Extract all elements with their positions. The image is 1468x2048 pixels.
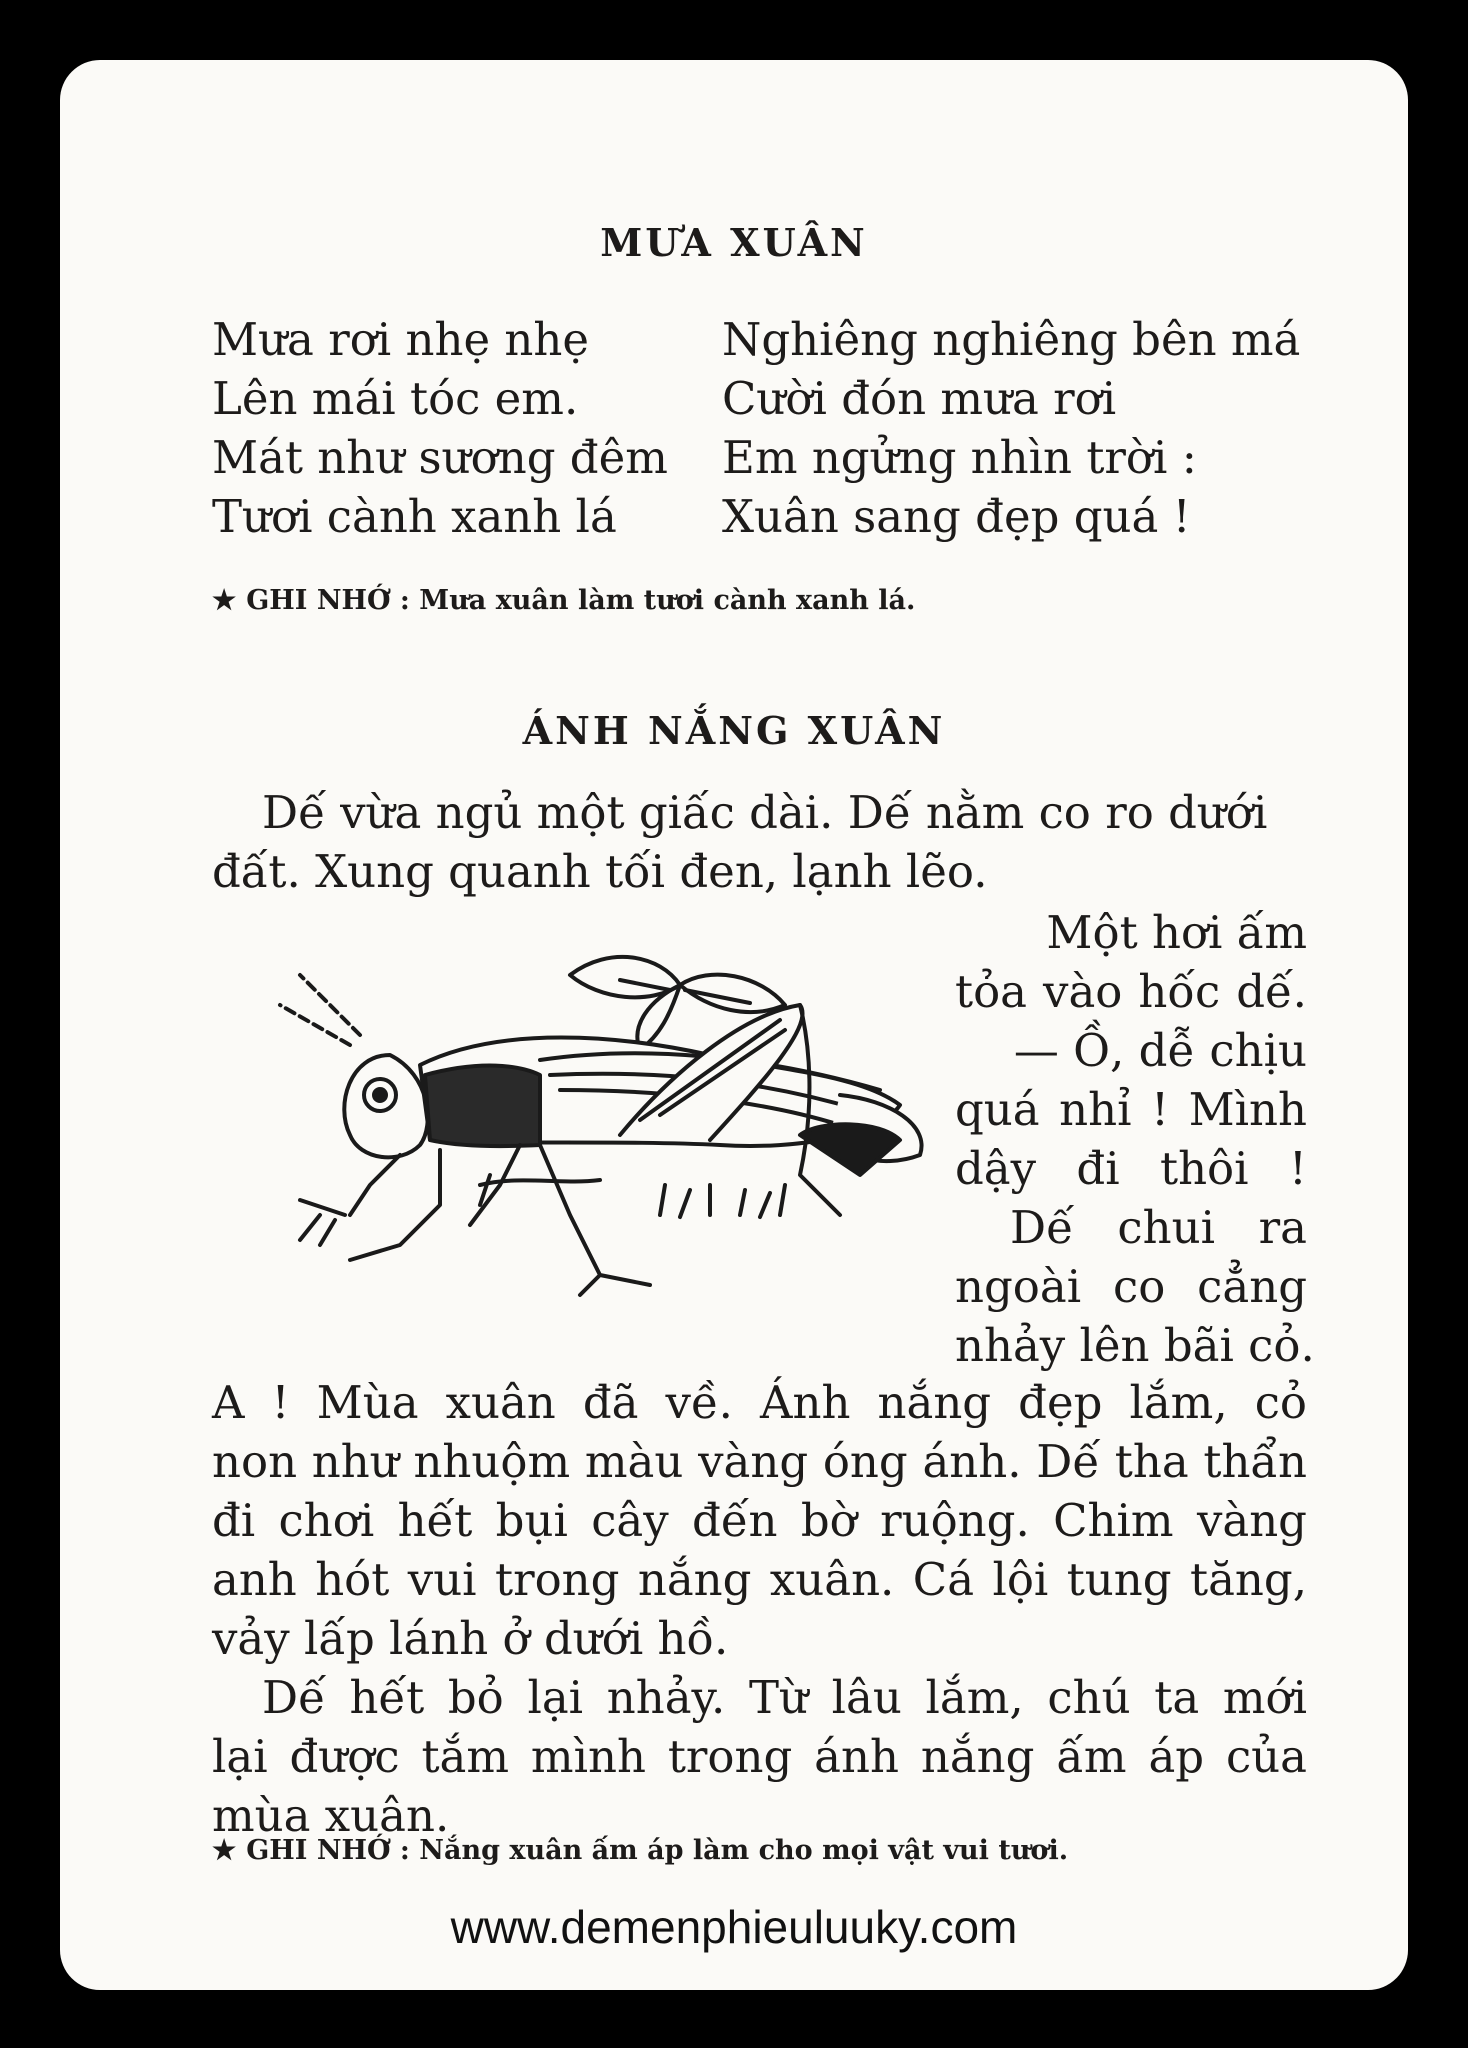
story-title: ÁNH NẮNG XUÂN	[522, 708, 946, 753]
poem-line: Em ngửng nhìn trời :	[722, 431, 1197, 484]
story-paragraph-2	[212, 1373, 1307, 1668]
poem-note-text: GHI NHỚ : Mưa xuân làm tươi cành xanh lá.	[246, 585, 916, 616]
story-line: Một hơi ấm	[1046, 906, 1307, 959]
poem-line: Xuân sang đẹp quá !	[722, 490, 1191, 543]
story-line: đi chơi hết bụi cây đến bờ ruộng. Chim vàng	[212, 1494, 1307, 1547]
poem-column-1	[212, 310, 668, 546]
story-line: quá nhỉ ! Mình	[955, 1083, 1307, 1136]
story-line: đất. Xung quanh tối đen, lạnh lẽo.	[212, 845, 988, 898]
story-note-text: GHI NHỚ : Nắng xuân ấm áp làm cho mọi vật vui tươi.	[246, 1835, 1069, 1866]
story-line: Dế chui ra	[1010, 1201, 1307, 1254]
story-line: vảy lấp lánh ở dưới hồ.	[212, 1612, 729, 1665]
story-line: tỏa vào hốc dế.	[955, 965, 1307, 1018]
story-side-column	[955, 903, 1315, 1375]
poem-line: Tươi cành xanh lá	[212, 490, 617, 543]
story-line: A ! Mùa xuân đã về. Ánh nắng đẹp lắm, cỏ	[212, 1376, 1307, 1429]
story-line: Dế vừa ngủ một giấc dài. Dế nằm co ro dưới	[262, 786, 1268, 839]
story-line: lại được tắm mình trong ánh nắng ấm áp của	[212, 1730, 1307, 1783]
poem-line: Lên mái tóc em.	[212, 372, 579, 425]
story-line: Dế hết bỏ lại nhảy. Từ lâu lắm, chú ta mới	[262, 1671, 1307, 1724]
story-line: ngoài co cẳng	[955, 1260, 1307, 1313]
poem-line: Cười đón mưa rơi	[722, 372, 1117, 425]
story-note	[212, 1835, 1068, 1866]
poem-column-2	[722, 310, 1300, 546]
story-line: anh hót vui trong nắng xuân. Cá lội tung tăng,	[212, 1553, 1307, 1606]
poem-title: MƯA XUÂN	[600, 220, 868, 265]
story-line: nhảy lên bãi cỏ.	[955, 1319, 1315, 1372]
story-line: — Ồ, dễ chịu	[1013, 1024, 1307, 1077]
star-icon: ★	[212, 1835, 237, 1866]
poem-note	[212, 585, 915, 616]
story-line: mùa xuân.	[212, 1789, 450, 1842]
cricket-illustration	[240, 885, 960, 1325]
poem-line: Mát như sương đêm	[212, 431, 668, 484]
story-intro	[212, 783, 1307, 901]
poem-line: Mưa rơi nhẹ nhẹ	[212, 313, 589, 366]
story-line: dậy đi thôi !	[955, 1142, 1307, 1195]
website-url: www.demenphieuluuky.com	[450, 1901, 1018, 1953]
story-line: non như nhuộm màu vàng óng ánh. Dế tha thẩn	[212, 1435, 1307, 1488]
poem-line: Nghiêng nghiêng bên má	[722, 313, 1301, 366]
star-icon: ★	[212, 585, 237, 616]
story-paragraph-3	[212, 1668, 1307, 1845]
book-page	[60, 60, 1408, 1990]
